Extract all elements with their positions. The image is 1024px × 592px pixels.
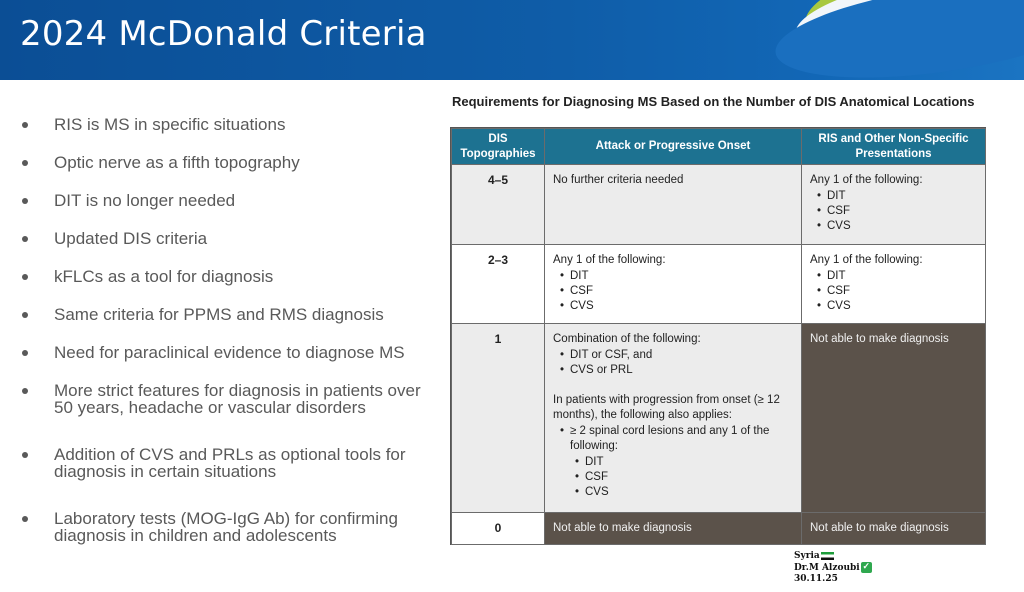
slide-title: 2024 McDonald Criteria [20,14,427,54]
list-item: • DIT [810,189,977,204]
author-signature: Syria Dr.M Alzoubi ✓ 30.11.25 [794,551,870,584]
table-cell-ris: Any 1 of the following: • DIT • CSF • CVS [801,164,986,245]
table-header-attack: Attack or Progressive Onset [544,128,802,165]
bullet-item: Updated DIS criteria [22,230,437,247]
check-mark-icon: ✓ [862,562,870,572]
list-item: • CSF [810,204,977,219]
list-item: • CVS [553,485,793,500]
table-row-dis-value: 0 [451,512,545,545]
progression-note: In patients with progression from onset (≥ 12 months), the following also applies: [553,394,780,421]
bullet-item: Optic nerve as a fifth topography [22,154,437,171]
bullet-item: Addition of CVS and PRLs as optional tools for diagnosis in certain situations [22,446,437,480]
list-item: • CVS [553,299,793,314]
list-item: • DIT or CSF, and [553,348,793,363]
table-caption: Requirements for Diagnosing MS Based on the Number of DIS Anatomical Locations [452,94,975,109]
bullet-item: DIT is no longer needed [22,192,437,209]
bullet-dot-icon [22,160,28,166]
criteria-list [553,269,793,314]
table-row-dis-value: 4–5 [451,164,545,245]
list-item: • DIT [553,455,793,470]
table-cell-ris: Not able to make diagnosis [801,323,986,513]
bullet-item: Need for paraclinical evidence to diagnose MS [22,344,437,361]
criteria-list [553,424,793,454]
list-item: • CVS [810,219,977,234]
criteria-list [553,348,793,378]
table-cell-attack: Combination of the following: • DIT or CSF, and • CVS or PRL In patients with progression from onset (≥ 12 months), the following also applies: • ≥ 2 spinal cord lesions and any 1 of the following: • DIT • CSF • CVS [544,323,802,513]
bullet-list [22,116,437,544]
table-row-dis-value: 1 [451,323,545,513]
table-cell-attack: No further criteria needed [544,164,802,245]
bullet-dot-icon [22,122,28,128]
list-item: • CSF [810,284,977,299]
list-item: • CVS [810,299,977,314]
bullet-item: Laboratory tests (MOG-IgG Ab) for confirming diagnosis in children and adolescents [22,510,437,544]
bullet-item: RIS is MS in specific situations [22,116,437,133]
bullet-dot-icon [22,516,28,522]
table-row-dis-value: 2–3 [451,244,545,324]
bullet-dot-icon [22,274,28,280]
table-cell-ris: Not able to make diagnosis [801,512,986,545]
table-cell-attack: Not able to make diagnosis [544,512,802,545]
list-item: • ≥ 2 spinal cord lesions and any 1 of the following: [553,424,793,454]
bullet-dot-icon [22,312,28,318]
bullet-dot-icon [22,350,28,356]
table-header-dis: DIS Topographies [451,128,545,165]
bullet-dot-icon [22,452,28,458]
bullet-dot-icon [22,236,28,242]
table-cell-attack: Any 1 of the following: • DIT • CSF • CVS [544,244,802,324]
table-header-ris: RIS and Other Non-Specific Presentations [801,128,986,165]
list-item: • DIT [810,269,977,284]
title-banner [0,0,1024,80]
list-item: • CSF [553,284,793,299]
bullet-dot-icon [22,198,28,204]
bullet-item: kFLCs as a tool for diagnosis [22,268,437,285]
bullet-item: Same criteria for PPMS and RMS diagnosis [22,306,437,323]
syria-flag-icon [821,552,834,560]
list-item: • CVS or PRL [553,363,793,378]
criteria-list [810,269,977,314]
criteria-list [810,189,977,234]
bullet-dot-icon [22,388,28,394]
criteria-sublist [553,455,793,500]
table-cell-ris: Any 1 of the following: • DIT • CSF • CVS [801,244,986,324]
bullet-item: More strict features for diagnosis in patients over 50 years, headache or vascular disorders [22,382,437,416]
list-item: • DIT [553,269,793,284]
list-item: • CSF [553,470,793,485]
criteria-table [450,127,986,545]
